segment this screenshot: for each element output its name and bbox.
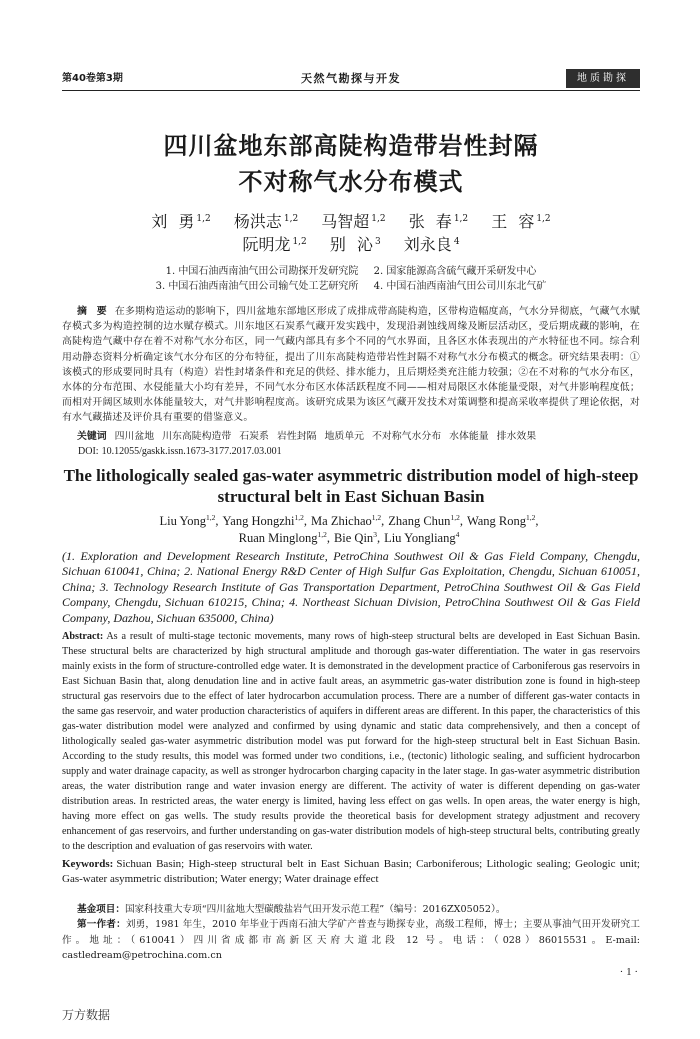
author-name: Yang Hongzhi [222, 513, 295, 528]
abstract-en-text: As a result of multi-stage tectonic movements, many rows of high-steep structural belts are developed in East Sichuan Basin. These structural belts are characterized by high structural amplitude and thorough gas-water differentiation. The water in gas reservoirs mainly exists in the form of structure-controlled edge water. It is demonstrated in the development practice of Carboniferous gas reservoirs in East Sichuan Basin that, along denudation line and in active fault areas, an asymmetric gas-water distribution zone is found in high-steep structural gas reservoirs due to the effect of later hydrocarbon accumulation process. There are a number of different gas-water contacts in the same gas reservoir, and water production characteristics of aquifers in different areas are different. In this paper, the characteristics of this gas-water distribution model were analyzed and confirmed by using dynamic and static data comprehensively, and then a concept of lithologically sealed gas-water asymmetric distribution model was put forward for the high-steep structural belt in East Sichuan Basin. According to the study results, this model was formed under two conditions, i.e., (tectonic) lithologic sealing, and sufficient hydrocarbon supply and water drainage capacity, as well as stronger hydrocarbon charging capacity in the later stage. In gas-water asymmetric distribution areas, the water distribution range and water invasion energy are different. The activity of water is different depending on gas-water distribution areas. In restricted areas, the water energy is limited, having less effect on gas wells. In open areas, the water energy is high, having more effect on gas wells. The study results provide the theoretical basis for development strategy adjustment and recovery enhancement of gas reservoirs, and further understanding on gas-water distribution models of high-steep structural belts, contributing greatly to the description and evaluation of gas reservoirs with water. [62, 630, 640, 852]
author-separator: , [459, 513, 463, 528]
author-affil-sup: 1,2 [450, 512, 460, 522]
main-column [62, 0, 640, 964]
author-affil-sup: 1,2 [536, 214, 551, 224]
author-name: 刘永良 [403, 235, 452, 254]
affiliation-item: 3. 中国石油西南油气田公司输气处工艺研究所 [155, 281, 359, 292]
authors-cn [62, 210, 640, 256]
keyword: 川东高陡构造带 [162, 430, 232, 442]
author-separator: , [376, 530, 381, 545]
volume-issue: 第40卷第3期 [62, 73, 123, 84]
page-number: · 1 · [619, 966, 638, 978]
keywords-cn [62, 429, 640, 444]
keywords-en [62, 857, 640, 887]
author-affil-sup: 1,2 [453, 214, 469, 224]
author-name: 马智超 [321, 212, 370, 231]
doi [62, 444, 640, 459]
affiliations-cn-line2 [62, 279, 640, 294]
author-separator: , [381, 513, 385, 528]
author-affil-sup: 1,2 [317, 529, 327, 539]
author-name: Wang Rong [466, 513, 526, 528]
footnote-fund [62, 902, 640, 918]
abstract-cn [62, 304, 640, 426]
author-separator: , [326, 530, 330, 545]
affiliations-en: (1. Exploration and Development Research Institute, PetroChina Southwest Oil & Gas Field Company, Chengdu, Sichuan 610041, China; 2. National Energy R&D Center of High Sulfur Gas Exploitation, Chengdu, Sichuan 610051, China; 3. Technology Research Institute of Gas Transportation Department, PetroChina Southwest Oil & Gas Field Company, Chengdu, Sichuan 610215, China; 4. Northeast Sichuan Division, PetroChina Southwest Oil & Gas Field Company, Dazhou, Sichuan 635000, China) [62, 548, 640, 625]
author-name: Bie Qin [333, 530, 374, 545]
abstract-cn-text: 在多期构造运动的影响下，四川盆地东部地区形成了成排成带高陡构造，区带构造幅度高，气水分异彻底，气藏气水赋存模式多为构造控制的边水赋存模式。川东地区石炭系气藏开发实践中，发现沿剥蚀线周缘及断层活动区，受后期成藏的影响，在高陡构造气藏中存在着不对称气水分布区，同一气藏内部具有多个不同的气水界面，且各区水体表现出的产水特征也不同。综合利用动静态资料分析确定该气水分布区的分布特征，提出了川东高陡构造带岩性封隔不对称气水分布模式的概念。研究结果表明：①该模式的形成要同时具有（构造）岩性封堵条件和充足的供烃、排水能力，且后期烃类充注能力较强；②在不对称的气水分布区，水体的分布范围、水侵能量大小均有差异，不同气水分布区水体活跃程度不同——相对局限区水体能量受限，对气井影响程度低；而相对开阔区域则水体能量较大，对气井影响程度高。该研究成果为该区气藏开发技术对策调整和提高采收率提供了理论依据，对有水气藏描述及评价具有重要的借鉴意义。 [62, 306, 641, 424]
author-name: 杨洪志 [233, 212, 282, 231]
author-name: 刘 勇 [151, 212, 195, 231]
author-name: 王 容 [491, 212, 535, 231]
authors-cn-line2 [62, 233, 640, 256]
author-name: 别 沁 [329, 235, 373, 254]
author-separator: , [535, 513, 539, 528]
first-author-label: 第一作者： [77, 919, 126, 931]
authors-cn-line1 [62, 210, 640, 233]
title-cn-line2: 不对称气水分布模式 [238, 168, 464, 196]
affiliation-item: 2. 国家能源高含硫气藏开采研发中心 [373, 266, 537, 277]
author-cn [151, 212, 210, 231]
keyword: 不对称气水分布 [371, 430, 442, 442]
affiliation-item: 1. 中国石油西南油气田公司勘探开发研究院 [165, 266, 359, 277]
author-name: Liu Yong [159, 513, 207, 528]
author-separator: , [303, 513, 308, 528]
author-affil-sup: 3 [374, 237, 381, 247]
author-affil-sup: 1,2 [371, 214, 386, 224]
author-affil-sup: 1,2 [292, 237, 307, 247]
author-name: Zhang Chun [388, 513, 451, 528]
author-cn [404, 235, 460, 254]
keyword: 岩性封隔 [276, 430, 317, 442]
affiliation-item: 4. 中国石油西南油气田公司川东北气矿 [373, 281, 547, 292]
title-cn-line1: 四川盆地东部高陡构造带岩性封隔 [163, 132, 539, 160]
author-name: Ruan Minglong [238, 530, 318, 545]
first-author-text: 刘勇，1981 年生，2010 年毕业于西南石油大学矿产普查与勘探专业，高级工程师，博士；主要从事油气田开发研究工作。地址：（610041）四川省成都市高新区天府大道北段 12 号。电话：（028）86015531。E-mail: castledream@petrochina.com.cn [62, 919, 640, 962]
authors-en-line1 [62, 513, 640, 530]
author-cn [491, 212, 550, 231]
author-name: Ma Zhichao [311, 513, 372, 528]
authors-en [62, 513, 640, 547]
author-affil-sup: 1,2 [206, 512, 216, 522]
keyword: 石炭系 [239, 430, 269, 442]
author-affil-sup: 1,2 [294, 512, 304, 522]
journal-name: 天然气勘探与开发 [301, 72, 401, 85]
keywords-en-label: Keywords: [62, 857, 114, 870]
footnote-first-author [62, 917, 640, 964]
title-cn [62, 128, 640, 200]
author-affil-sup: 4 [455, 529, 460, 539]
title-en: The lithologically sealed gas-water asymmetric distribution model of high-steep structural belt in East Sichuan Basin [63, 465, 639, 506]
author-name: 阮明龙 [242, 235, 291, 254]
fund-label: 基金项目： [77, 903, 125, 915]
section-badge: 地质勘探 [566, 69, 640, 88]
author-cn [321, 212, 385, 231]
author-affil-sup: 1,2 [526, 512, 536, 522]
author-cn [242, 235, 306, 254]
author-affil-sup: 1,2 [283, 214, 299, 224]
author-name: Liu Yongliang [384, 530, 456, 545]
author-affil-sup: 1,2 [371, 512, 382, 522]
affiliations-cn-line1 [62, 264, 640, 279]
fund-text: 国家科技重大专项“四川盆地大型碳酸盐岩气田开发示范工程”（编号：2016ZX05052）。 [124, 903, 506, 915]
author-separator: , [215, 513, 219, 528]
authors-en-line2 [62, 530, 640, 547]
abstract-en [62, 629, 640, 854]
author-cn [234, 212, 298, 231]
author-cn [330, 235, 381, 254]
keyword: 地质单元 [324, 430, 364, 442]
abstract-en-label: Abstract: [62, 630, 104, 642]
footnotes [62, 902, 640, 964]
keywords-cn-label: 关键词 [77, 430, 107, 442]
author-name: 张 春 [408, 212, 452, 231]
abstract-cn-label: 摘 要 [77, 306, 107, 317]
keyword: 水体能量 [449, 430, 489, 442]
keyword: 排水效果 [496, 430, 537, 442]
affiliations-cn [62, 264, 640, 294]
watermark: 万方数据 [62, 1008, 111, 1022]
author-affil-sup: 3 [373, 529, 377, 539]
author-affil-sup: 1,2 [196, 214, 211, 224]
doi-value: 10.12055/gaskk.issn.1673-3177.2017.03.001 [101, 445, 282, 457]
doi-label: DOI: [78, 445, 99, 457]
author-cn [409, 212, 468, 231]
keyword: 四川盆地 [114, 430, 155, 442]
keywords-en-text: Sichuan Basin; High-steep structural belt in East Sichuan Basin; Carboniferous; Lithologic sealing; Geologic unit; Gas-water asymmetric distribution; Water energy; Water drainage effect [62, 857, 640, 885]
author-affil-sup: 4 [453, 237, 460, 247]
